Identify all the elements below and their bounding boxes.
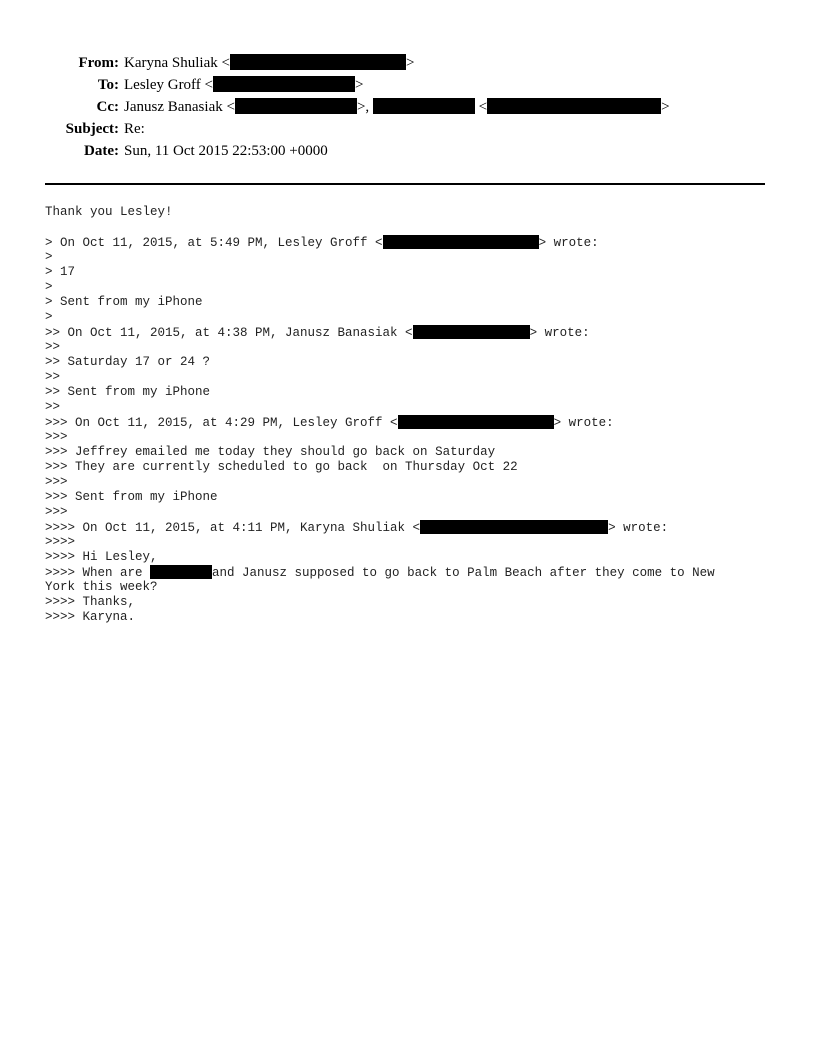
redaction-block [413, 325, 530, 339]
quote-header-line [45, 520, 785, 535]
from-row [0, 52, 816, 74]
body-line: >>>> Thanks, [45, 595, 136, 609]
body-line: >> [45, 370, 61, 384]
header-divider [45, 183, 765, 185]
quote-header-wrote: > wrote: [538, 236, 599, 250]
cc-name: Janusz Banasiak < [124, 99, 235, 115]
quote-header-text: >> On Oct 11, 2015, at 4:38 PM, Janusz Banasiak < [45, 326, 413, 340]
from-close: > [405, 55, 415, 71]
subject-label: Subject: [65, 121, 119, 137]
body-line: Thank you Lesley! [45, 205, 173, 219]
cc-label: Cc: [96, 99, 119, 115]
body-line: >>> [45, 475, 68, 489]
body-line: > [45, 280, 53, 294]
blank-line [45, 220, 785, 235]
body-line: >>> They are currently scheduled to go back on Thursday Oct 22 [45, 460, 518, 474]
body-line: >>> Jeffrey emailed me today they should go back on Saturday [45, 445, 496, 459]
to-value [124, 74, 363, 96]
body-line: >>>> [45, 535, 76, 549]
redaction-block [235, 98, 357, 114]
to-name: Lesley Groff < [124, 77, 213, 93]
body-text: and Janusz supposed to go back to Palm Beach after they come to New [212, 566, 715, 580]
quote-header-text: >>> On Oct 11, 2015, at 4:29 PM, Lesley Groff < [45, 416, 398, 430]
body-line: >>> [45, 505, 68, 519]
quote-header-line [45, 235, 785, 250]
redaction-block [373, 98, 475, 114]
redaction-block [213, 76, 355, 92]
quote-header-wrote: > wrote: [529, 326, 590, 340]
email-body [45, 205, 785, 625]
quote-header-line [45, 415, 785, 430]
body-line: >>> Sent from my iPhone [45, 490, 218, 504]
body-line: >>>> Karyna. [45, 610, 136, 624]
body-line [45, 565, 785, 580]
cc-value [124, 96, 670, 118]
from-label: From: [78, 55, 119, 71]
quote-header-text: >>>> On Oct 11, 2015, at 4:11 PM, Karyna Shuliak < [45, 521, 421, 535]
subject-value: Re: [124, 121, 145, 137]
to-row [0, 74, 816, 96]
to-close: > [355, 77, 364, 93]
cc-close: > [661, 99, 670, 115]
date-value: Sun, 11 Oct 2015 22:53:00 +0000 [124, 143, 328, 159]
date-label: Date: [84, 143, 119, 159]
cc-separator-2: < [474, 99, 488, 115]
body-text: >>>> When are [45, 566, 151, 580]
body-line: > Sent from my iPhone [45, 295, 203, 309]
body-line: > [45, 250, 53, 264]
redaction-block [383, 235, 539, 249]
body-line: > 17 [45, 265, 76, 279]
redaction-block [150, 565, 212, 579]
cc-row [0, 96, 816, 118]
from-value [124, 52, 414, 74]
body-line: > [45, 310, 53, 324]
date-row [0, 140, 816, 162]
body-line: York this week? [45, 580, 158, 594]
redaction-block [398, 415, 554, 429]
subject-row [0, 118, 816, 140]
redaction-block [230, 54, 406, 70]
body-line: >>>> Hi Lesley, [45, 550, 158, 564]
body-line: >>> [45, 430, 68, 444]
from-name: Karyna Shuliak < [124, 55, 230, 71]
quote-header-line [45, 325, 785, 340]
quote-header-wrote: > wrote: [608, 521, 669, 535]
quote-header-wrote: > wrote: [553, 416, 614, 430]
body-line: >> Sent from my iPhone [45, 385, 211, 399]
body-line: >> Saturday 17 or 24 ? [45, 355, 211, 369]
body-line: >> [45, 400, 61, 414]
quote-header-text: > On Oct 11, 2015, at 5:49 PM, Lesley Groff < [45, 236, 383, 250]
redaction-block [487, 98, 661, 114]
to-label: To: [97, 77, 119, 93]
body-line: >> [45, 340, 61, 354]
cc-separator: >, [356, 99, 373, 115]
email-headers [0, 52, 816, 162]
redaction-block [420, 520, 608, 534]
